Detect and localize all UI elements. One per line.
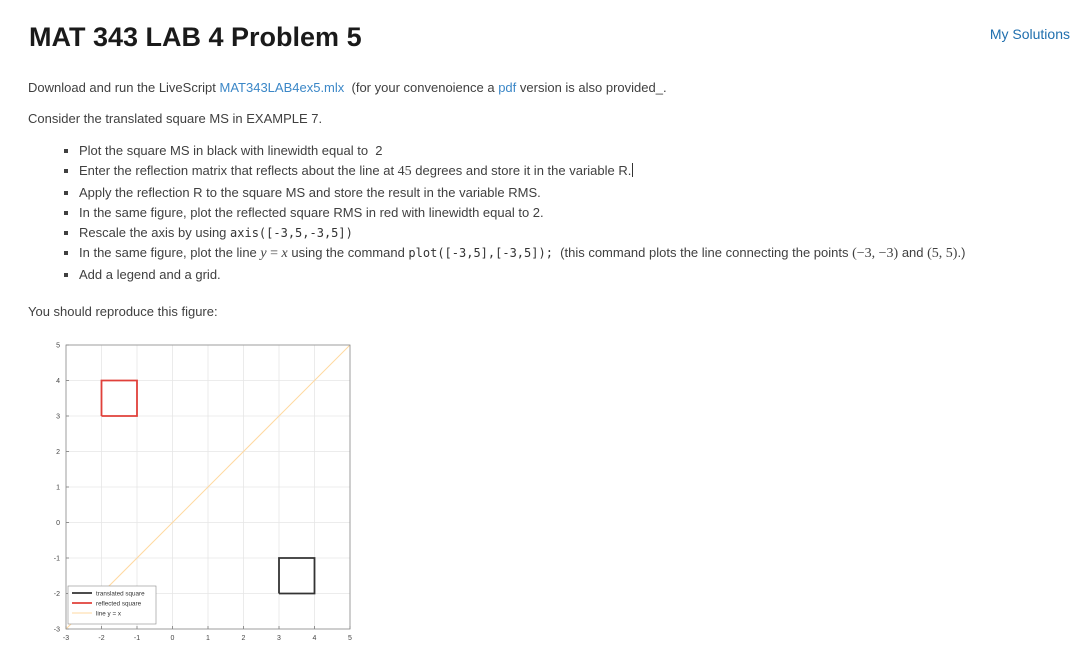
download-paragraph [28,80,667,95]
download-prefix: Download and run the LiveScript [28,80,220,95]
x-tick-label: 3 [277,635,281,642]
math-y: y [260,246,267,262]
y-tick-label: 0 [56,520,60,527]
y-tick-label: -2 [53,591,60,598]
reproduce-paragraph: You should reproduce this figure: [28,304,218,319]
task-6-text-d: .) [957,245,966,261]
task-3-text: Apply the reflection R to the square MS and store the result in the variable RMS. [79,184,541,200]
x-tick-label: 0 [170,635,175,642]
reference-figure [28,335,368,662]
x-tick-label: 2 [241,635,246,642]
y-tick-label: 1 [56,484,60,492]
x-tick-label: -2 [98,635,105,642]
figure-plot [28,335,368,657]
point-1: (−3, −3) [852,246,899,262]
task-6-text-a: In the same figure, plot the line [79,245,261,261]
x-tick-label: 1 [206,635,210,642]
text-cursor [632,163,633,177]
task-5-text: Rescale the axis by using [79,225,231,241]
convenience-suffix: version is also provided_. [516,80,667,95]
livescript-file-link[interactable]: MAT343LAB4ex5.mlx [219,80,345,95]
math-x: x [281,246,288,262]
task-6-and: and [898,245,928,261]
task-1-text: Plot the square MS in black with linewidth equal to 2 [79,143,383,158]
convenience-prefix: (for your convenoience a [344,80,499,95]
plot-code: plot([-3,5],[-3,5]); [408,246,553,261]
x-tick-label: -3 [62,635,70,642]
y-tick-label: -1 [53,555,60,563]
task-item-plot-square [79,141,965,161]
task-item-apply-reflection [79,183,965,203]
task-item-legend-grid [79,265,965,285]
task-item-rescale-axis [79,223,965,243]
axis-code: axis([-3,5,-3,5]) [230,226,353,241]
y-tick-label: 2 [56,449,60,456]
task-2-text-b: degrees and store it in the variable R. [411,163,632,179]
y-tick-label: -3 [53,626,60,634]
task-item-plot-line [79,243,965,264]
legend-entry: translated square [96,590,145,598]
y-tick-label: 3 [56,413,60,421]
consider-paragraph: Consider the translated square MS in EXAMPLE 7. [28,111,323,126]
task-2-number: 45 [397,164,412,180]
x-tick-label: 5 [348,635,352,642]
task-item-reflection-matrix [79,161,965,182]
task-list [62,141,965,285]
pdf-link[interactable]: pdf [498,80,517,95]
task-7-text: Add a legend and a grid. [79,266,221,282]
x-tick-label: 4 [312,635,317,642]
page-title: MAT 343 LAB 4 Problem 5 [29,22,362,52]
y-tick-label: 5 [56,342,60,350]
legend-entry: reflected square [96,600,142,608]
math-equals: = [266,246,282,262]
x-tick-label: -1 [133,635,141,642]
task-item-plot-reflected [79,203,965,223]
task-6-text-b: using the command [287,245,409,261]
task-2-text-a: Enter the reflection matrix that reflects about the line at [79,163,398,179]
y-tick-label: 4 [56,378,60,385]
point-2: (5, 5) [927,246,958,262]
legend-entry: line y = x [96,610,122,618]
task-6-text-c: (this command plots the line connecting the points [552,245,853,261]
my-solutions-link[interactable]: My Solutions [989,26,1070,42]
task-4-text: In the same figure, plot the reflected square RMS in red with linewidth equal to 2. [79,204,544,220]
